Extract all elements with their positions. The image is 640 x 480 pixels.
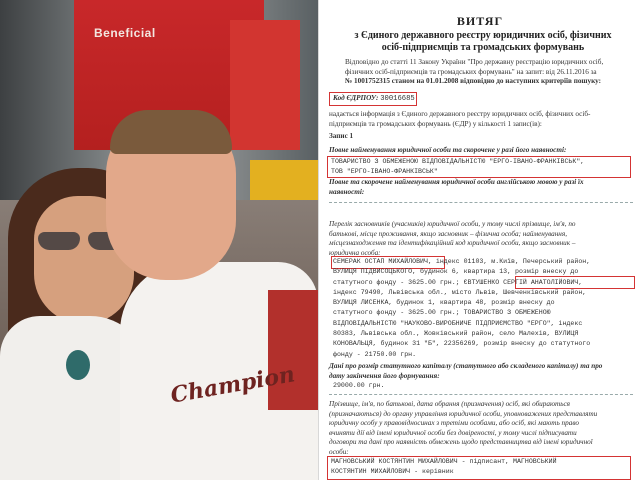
necklace-pendant [66, 350, 90, 380]
managers-label: Прізвище, ім'я, по батькові, дата обрання (призначення) осіб, які обираються (призначаються) до органу управління юридичної особи, уповноважених представляти юридичну особу у правовідносинах з третіми особами, або осіб, які мають право вчиняти дії від імені юридичної особи без довіреності, у тому числі підписувати договори та дані про наявність обмежень щодо представництва від імені юридичної особи: [329, 400, 598, 456]
provided-text: надається інформація з Єдиного державного реєстру юридичних осіб, фізичних осіб- підприємців та громадських формувань (ЄДР) у кількості 1 запис(ів): [329, 110, 591, 128]
edrpou-value: 30016685 [380, 95, 415, 103]
edrpou-label: Код ЄДРПОУ: [333, 94, 379, 102]
managers-value: МАГНОВСЬКИЙ КОСТЯНТИН МИХАЙЛОВИЧ - підписант, МАГНОВСЬКИЙ КОСТЯНТИН МИХАЙЛОВИЧ - керівник [331, 458, 557, 476]
yellow-vehicle [250, 160, 318, 200]
divider [329, 202, 633, 203]
edrpou-line [333, 94, 415, 105]
founders-text: СЕМЕРАК ОСТАП МИХАЙЛОВИЧ, індекс 01103, м.Київ, Печерський район, ВУЛИЦЯ ПІДВИСОЦЬКОГО, будинок 6, квартира 13, розмір внеску до статутного фонду - 3625.00 грн.; ЄВТУШЕНКО СЕРГІЙ АНАТОЛІЙОВИЧ, індекс 79490, Львівська обл., місто Львів, Шевченківський район, ВУЛИЦЯ ЛИСЕНКА, будинок 1, квартира 48, розмір внеску до статутного фонду - 3625.00 грн.; ТОВАРИСТВО З ОБМЕЖЕНОЮ ВІДПОВІДАЛЬНІСТЮ "НАУКОВО-ВИРОБНИЧЕ ПІДПРИЄМСТВО "ЕРГО", індекс 80383, Львівська обл., Жовківський район, село Малехів, ВУЛИЦЯ КОНОВАЛЬЦЯ, будинок 31 "Б", 22356269, розмір внеску до статутного фонду - 21750.00 грн. [333, 258, 591, 358]
couple-photo [0, 0, 318, 480]
intro-text: Відповідно до статті 11 Закону України "Про державну реєстрацію юридичних осіб, фізичних осіб-підприємців та громадських формувань" на запит: від 26.11.2016 за № 1001752315 станом на 01.01.2008 відповідно до наступних критеріїв пошуку: [345, 58, 604, 85]
document-title: ВИТЯГ [456, 14, 504, 28]
capital-label: Дані про розмір статутного капіталу (статутного або складеного капіталу) та про дату закінчення його формування: [329, 362, 603, 380]
record-number: Запис 1 [329, 132, 354, 140]
registry-extract-document [318, 0, 640, 480]
full-name-value: ТОВАРИСТВО З ОБМЕЖЕНОЮ ВІДПОВІДАЛЬНІСТЮ "ЕРГО-ІВАНО-ФРАНКІВСЬК", ТОВ "ЕРГО-ІВАНО-ФРАНКІВСЬК" [331, 158, 585, 176]
capital-value: 29000.00 грн. [333, 382, 385, 389]
english-name-label: Повне та скорочене найменування юридичної особи англійською мовою у разі їх наявності: [329, 178, 584, 196]
red-banner-right [230, 20, 300, 150]
full-name-label: Повне найменування юридичної особи та скорочене у разі його наявності: [329, 146, 567, 154]
divider-2 [329, 394, 633, 395]
tshirt-print: Champion [168, 361, 297, 409]
banner-sign-text: Beneficial [94, 26, 156, 40]
founders-label: Перелік засновників (учасників) юридичної особи, у тому числі прізвище, ім'я, по батькові, місце проживання, якщо засновник – фізична особа; найменування, місцезнаходження та ідентифікаційний код юридичної особи, якщо засновник – юридична особа: [329, 220, 576, 257]
document-subtitle: з Єдиного державного реєстру юридичних осіб, фізичних осіб-підприємців та громадських формувань [354, 30, 612, 53]
man-hair [110, 110, 232, 154]
man-tshirt-sleeve [268, 290, 318, 410]
